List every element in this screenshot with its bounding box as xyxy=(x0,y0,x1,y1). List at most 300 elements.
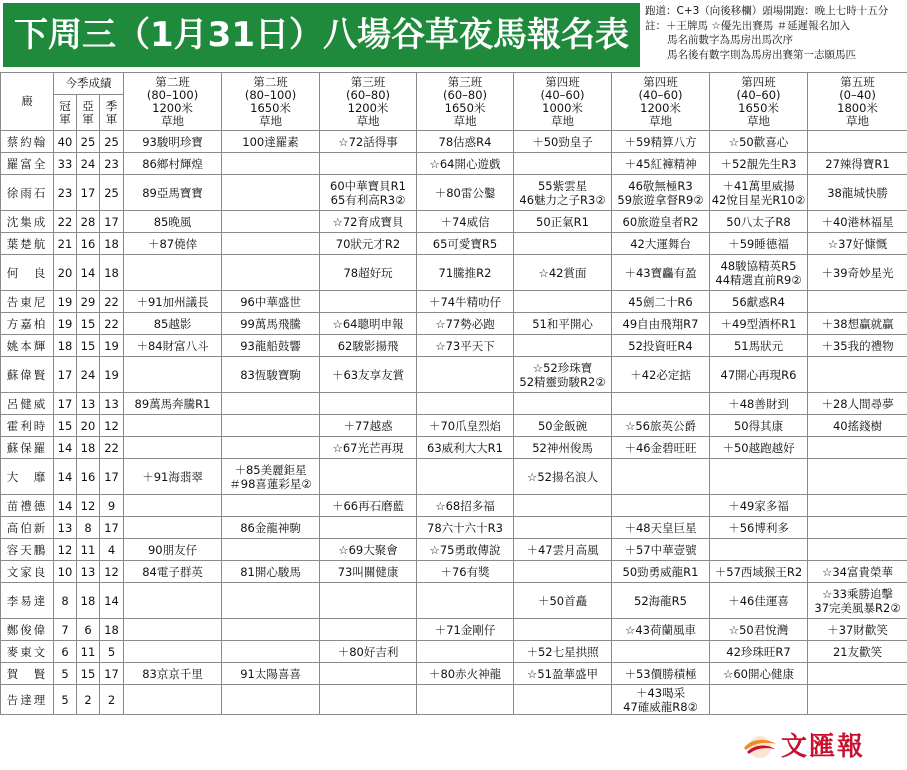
thirds-cell: 12 xyxy=(100,415,124,437)
horse-entry: 83京京千里 xyxy=(142,666,203,681)
horse-entry: ＋52七星拱照 xyxy=(526,644,599,659)
horse-entry: 91太陽喜喜 xyxy=(240,666,301,681)
horse-entry: ☆34富貴榮華 xyxy=(822,564,893,579)
thirds-cell: 12 xyxy=(100,561,124,583)
horse-entry: ＋91海翡翠 xyxy=(142,469,203,484)
horse-entry: ＋48天皇巨星 xyxy=(624,520,697,535)
entry-cell xyxy=(612,393,710,415)
horse-entry: ＋80好吉利 xyxy=(337,644,399,659)
entry-cell xyxy=(514,437,612,459)
race-header-7 xyxy=(710,73,808,131)
horse-entry: ＋46金碧旺旺 xyxy=(624,440,697,455)
entry-cell xyxy=(710,255,808,291)
entry-cell xyxy=(124,175,222,211)
trainer-name: 苗禮德 xyxy=(1,495,54,517)
race-cls: 第四班 xyxy=(643,74,678,89)
wins-cell: 17 xyxy=(54,393,77,415)
table-row xyxy=(1,415,907,437)
horse-entry: ＃98喜蓮彩星② xyxy=(229,476,312,491)
entry-cell xyxy=(514,517,612,539)
entry-cell xyxy=(808,313,907,335)
entry-cell xyxy=(417,539,514,561)
entry-cell xyxy=(808,685,907,715)
entry-cell xyxy=(320,211,417,233)
race-header-4 xyxy=(417,73,514,131)
seconds-cell: 24 xyxy=(77,153,100,175)
wins-cell: 21 xyxy=(54,233,77,255)
horse-entry: ☆33乘勝追擊 xyxy=(822,586,893,601)
race-dist: 1800米 xyxy=(837,100,878,115)
entry-cell xyxy=(710,211,808,233)
entry-cell xyxy=(320,539,417,561)
entry-cell xyxy=(222,663,320,685)
season-col-second: 亞軍 xyxy=(77,95,100,131)
note-order: 馬名前數字為馬房出馬次序 xyxy=(667,34,793,46)
horse-entry: ＋53價勝積極 xyxy=(624,666,697,681)
horse-entry: ☆73平天下 xyxy=(435,338,495,353)
entry-cell xyxy=(808,415,907,437)
entry-cell xyxy=(320,459,417,495)
entry-cell xyxy=(514,175,612,211)
thirds-cell: 25 xyxy=(100,175,124,211)
entry-cell xyxy=(514,619,612,641)
table-row xyxy=(1,583,907,619)
entry-cell xyxy=(808,583,907,619)
entry-cell xyxy=(222,619,320,641)
horse-entry: 51和平開心 xyxy=(532,316,593,331)
race-rating: (60–80) xyxy=(443,87,488,102)
thirds-cell: 2 xyxy=(100,685,124,715)
table-row xyxy=(1,233,907,255)
entry-cell xyxy=(320,619,417,641)
horse-entry: 49自由飛翔R7 xyxy=(622,316,699,331)
entry-cell xyxy=(417,357,514,393)
entry-cell xyxy=(222,211,320,233)
race-header-6 xyxy=(612,73,710,131)
trainer-name: 羅富全 xyxy=(1,153,54,175)
horse-entry: 50得其康 xyxy=(733,418,784,433)
entry-cell xyxy=(808,619,907,641)
entry-cell xyxy=(710,357,808,393)
seconds-cell: 25 xyxy=(77,131,100,153)
seconds-cell: 15 xyxy=(77,335,100,357)
seconds-cell: 20 xyxy=(77,415,100,437)
horse-entry: ＋84財富八斗 xyxy=(136,338,209,353)
seconds-cell: 18 xyxy=(77,583,100,619)
trainer-name: 方嘉柏 xyxy=(1,313,54,335)
entry-cell xyxy=(710,583,808,619)
entry-cell xyxy=(514,641,612,663)
horse-entry: 52神州俊馬 xyxy=(532,440,593,455)
horse-entry: ☆37好慷慨 xyxy=(827,236,888,251)
wins-cell: 14 xyxy=(54,459,77,495)
horse-entry: 63威利大大R1 xyxy=(427,440,503,455)
horse-entry: ＋48善財到 xyxy=(728,396,789,411)
entry-cell xyxy=(222,153,320,175)
horse-entry: 42大運舞台 xyxy=(630,236,691,251)
horse-entry: ＋28人間尋夢 xyxy=(821,396,894,411)
horse-entry: 85晚風 xyxy=(153,214,192,229)
race-rating: (0–40) xyxy=(839,87,876,102)
entry-cell xyxy=(710,153,808,175)
thirds-cell: 4 xyxy=(100,539,124,561)
race-header-8 xyxy=(808,73,907,131)
horse-entry: 86金龍神駒 xyxy=(240,520,301,535)
horse-entry: ＋70爪皇烈焰 xyxy=(428,418,502,433)
seconds-cell: 16 xyxy=(77,459,100,495)
entry-cell xyxy=(612,357,710,393)
entry-cell xyxy=(417,685,514,715)
thirds-cell: 9 xyxy=(100,495,124,517)
horse-entry: 46魅力之子R3② xyxy=(519,192,606,207)
entry-cell xyxy=(417,313,514,335)
entry-cell xyxy=(320,583,417,619)
entry-cell xyxy=(514,685,612,715)
horse-entry: 93龍船鼓響 xyxy=(240,338,301,353)
entry-cell xyxy=(514,539,612,561)
entry-cell xyxy=(124,211,222,233)
seconds-cell: 15 xyxy=(77,313,100,335)
thirds-cell: 14 xyxy=(100,583,124,619)
note-track: 跑道：C+3（向後移欄）頭場開跑：晚上七時十五分 xyxy=(645,5,889,17)
entry-cell xyxy=(612,233,710,255)
race-cls: 第四班 xyxy=(741,74,776,89)
note-legend: 註：＋王牌馬 ☆優先出賽馬 ＃延遲報名加入 xyxy=(645,19,851,32)
table-row xyxy=(1,561,907,583)
entry-cell xyxy=(514,291,612,313)
entry-cell xyxy=(124,131,222,153)
race-surface: 草地 xyxy=(161,113,185,128)
entry-cell xyxy=(124,685,222,715)
horse-entry: 65有利高R3② xyxy=(330,192,406,207)
entry-cell xyxy=(710,131,808,153)
horse-entry: 42悅目星光R10② xyxy=(711,192,806,207)
entry-cell xyxy=(710,233,808,255)
entry-cell xyxy=(710,619,808,641)
race-surface: 草地 xyxy=(453,113,477,128)
thirds-cell: 17 xyxy=(100,459,124,495)
horse-entry: ☆43荷蘭風車 xyxy=(625,622,696,637)
thirds-cell: 17 xyxy=(100,517,124,539)
entry-cell xyxy=(612,175,710,211)
horse-entry: 21友歡笑 xyxy=(832,644,883,659)
entry-cell xyxy=(808,393,907,415)
thirds-cell: 18 xyxy=(100,619,124,641)
race-dist: 1000米 xyxy=(542,100,583,115)
entry-cell xyxy=(612,153,710,175)
entry-cell xyxy=(124,255,222,291)
seconds-cell: 29 xyxy=(77,291,100,313)
race-dist: 1200米 xyxy=(640,100,681,115)
trainer-name: 李易達 xyxy=(1,583,54,619)
horse-entry: 84電子群英 xyxy=(142,564,203,579)
entry-cell xyxy=(320,685,417,715)
trainer-name: 文家良 xyxy=(1,561,54,583)
season-header: 今季成績 xyxy=(54,73,124,95)
seconds-cell: 11 xyxy=(77,641,100,663)
season-col-win: 冠軍 xyxy=(54,95,77,131)
horse-entry: ＋77越惑 xyxy=(343,418,393,433)
entry-cell xyxy=(124,357,222,393)
table-row xyxy=(1,255,907,291)
horse-entry: ＋49家多福 xyxy=(728,498,789,513)
thirds-cell: 22 xyxy=(100,313,124,335)
table-row xyxy=(1,291,907,313)
entry-cell xyxy=(320,437,417,459)
entry-cell xyxy=(417,131,514,153)
horse-entry: 50勁勇威龍R1 xyxy=(622,564,699,579)
entry-cell xyxy=(320,233,417,255)
seconds-cell: 18 xyxy=(77,437,100,459)
horse-entry: ＋35我的禮物 xyxy=(821,338,894,353)
season-col-third: 季軍 xyxy=(100,95,124,131)
trainer-name: 葉楚航 xyxy=(1,233,54,255)
horse-entry: 51馬狀元 xyxy=(733,338,784,353)
thirds-cell: 25 xyxy=(100,131,124,153)
wins-cell: 23 xyxy=(54,175,77,211)
horse-entry: 71騰推R2 xyxy=(438,265,492,280)
horse-entry: ＋59精算八方 xyxy=(624,134,697,149)
race-rating: (40–60) xyxy=(638,87,683,102)
horse-entry: ＋76有獎 xyxy=(440,564,490,579)
entry-cell xyxy=(808,459,907,495)
race-cls: 第五班 xyxy=(840,74,875,89)
seconds-cell: 13 xyxy=(77,393,100,415)
entry-cell xyxy=(222,539,320,561)
entry-cell xyxy=(320,393,417,415)
note-preference: 馬名後有數字則為馬房出賽第一志願馬匹 xyxy=(667,48,856,61)
table-body xyxy=(1,131,907,715)
entry-cell xyxy=(320,255,417,291)
horse-entry: 73叫關健康 xyxy=(337,564,399,579)
trainer-name: 告東尼 xyxy=(1,291,54,313)
race-surface: 草地 xyxy=(259,113,283,128)
entry-cell xyxy=(417,561,514,583)
entry-cell xyxy=(124,291,222,313)
entry-cell xyxy=(808,663,907,685)
race-dist: 1650米 xyxy=(738,100,779,115)
horse-entry: 47開心再現R6 xyxy=(720,367,797,382)
entry-cell xyxy=(612,291,710,313)
horse-entry: ＋91加州議長 xyxy=(136,294,209,309)
seconds-cell: 14 xyxy=(77,255,100,291)
entry-cell xyxy=(710,393,808,415)
horse-entry: ＋87僥倖 xyxy=(147,236,198,251)
wins-cell: 20 xyxy=(54,255,77,291)
horse-entry: 100達羅素 xyxy=(242,134,299,149)
entry-cell xyxy=(612,495,710,517)
entry-cell xyxy=(710,459,808,495)
entry-cell xyxy=(320,561,417,583)
entry-cell xyxy=(808,153,907,175)
entry-cell xyxy=(808,641,907,663)
race-surface: 草地 xyxy=(649,113,673,128)
entry-cell xyxy=(514,415,612,437)
horse-entry: 62駿影揚飛 xyxy=(337,338,399,353)
horse-entry: ＋40港林福星 xyxy=(821,214,894,229)
horse-entry: ＋57西域猴王R2 xyxy=(714,564,803,579)
entry-cell xyxy=(417,517,514,539)
horse-entry: ＋43寶麤有盈 xyxy=(624,265,697,280)
trainer-name: 賀 賢 xyxy=(1,663,54,685)
entry-cell xyxy=(320,131,417,153)
entry-cell xyxy=(320,357,417,393)
horse-entry: ☆77勢必跑 xyxy=(435,316,495,331)
wins-cell: 40 xyxy=(54,131,77,153)
horse-entry: ＋56博利多 xyxy=(728,520,789,535)
horse-entry: 52投資旺R4 xyxy=(628,338,693,353)
race-cls: 第三班 xyxy=(447,74,483,89)
entry-cell xyxy=(514,561,612,583)
thirds-cell: 22 xyxy=(100,291,124,313)
race-dist: 1650米 xyxy=(444,100,486,115)
entry-cell xyxy=(320,335,417,357)
entry-cell xyxy=(612,313,710,335)
thirds-cell: 13 xyxy=(100,393,124,415)
race-cls: 第二班 xyxy=(253,74,288,89)
horse-entry: ＋63友享友賞 xyxy=(331,367,405,382)
horse-entry: ＋41萬里威揚 xyxy=(722,178,795,193)
entry-cell xyxy=(417,233,514,255)
entry-cell xyxy=(612,211,710,233)
entry-cell xyxy=(710,641,808,663)
horse-entry: ＋71金剛仔 xyxy=(434,622,496,637)
horse-entry: ＋66再石磨藍 xyxy=(331,498,405,513)
entry-cell xyxy=(808,175,907,211)
horse-entry: 44精選直前R9② xyxy=(715,272,802,287)
horse-entry: ＋42必定掂 xyxy=(630,367,691,382)
horse-entry: ＋85美麗鉅星 xyxy=(234,462,307,477)
horse-entry: 52海龍R5 xyxy=(634,593,687,608)
entry-cell xyxy=(612,685,710,715)
entry-cell xyxy=(222,583,320,619)
entry-cell xyxy=(514,211,612,233)
horse-entry: 46敬無極R3 xyxy=(628,178,693,193)
entry-cell xyxy=(808,335,907,357)
horse-entry: 70狀元才R2 xyxy=(335,236,401,251)
entry-cell xyxy=(417,641,514,663)
entry-cell xyxy=(710,561,808,583)
entry-cell xyxy=(124,335,222,357)
entry-cell xyxy=(124,233,222,255)
wins-cell: 33 xyxy=(54,153,77,175)
entry-cell xyxy=(612,663,710,685)
entry-cell xyxy=(417,619,514,641)
trainer-name: 大 靡 xyxy=(1,459,54,495)
horse-entry: ☆51盈華盛甲 xyxy=(527,666,598,681)
entries-table xyxy=(0,72,907,715)
thirds-cell: 19 xyxy=(100,335,124,357)
horse-entry: 50八太子R8 xyxy=(726,214,791,229)
horse-entry: 60旅遊皇者R2 xyxy=(622,214,699,229)
newspaper-logo-mark-icon xyxy=(741,732,779,762)
trainer-name: 沈集成 xyxy=(1,211,54,233)
horse-entry: 65可愛寶R5 xyxy=(432,236,498,251)
entry-cell xyxy=(222,517,320,539)
horse-entry: ＋37財歡笑 xyxy=(827,622,888,637)
entry-cell xyxy=(612,415,710,437)
horse-entry: ＋49型酒杯R1 xyxy=(720,316,797,331)
entry-cell xyxy=(808,255,907,291)
thirds-cell: 5 xyxy=(100,641,124,663)
entry-cell xyxy=(124,561,222,583)
horse-entry: ＋46佳運喜 xyxy=(728,593,789,608)
entry-cell xyxy=(124,517,222,539)
horse-entry: 96中華盛世 xyxy=(240,294,301,309)
table-row xyxy=(1,153,907,175)
horse-entry: ＋57中華壹號 xyxy=(624,542,697,557)
entry-cell xyxy=(612,335,710,357)
trainer-name: 鄭俊偉 xyxy=(1,619,54,641)
horse-entry: 89亞馬寶寶 xyxy=(142,185,203,200)
trainer-name: 霍利時 xyxy=(1,415,54,437)
entry-cell xyxy=(514,663,612,685)
entry-cell xyxy=(808,437,907,459)
entry-cell xyxy=(417,291,514,313)
entry-cell xyxy=(222,641,320,663)
race-surface: 草地 xyxy=(747,113,771,128)
entry-cell xyxy=(417,415,514,437)
table-row xyxy=(1,663,907,685)
thirds-cell: 18 xyxy=(100,255,124,291)
seconds-cell: 11 xyxy=(77,539,100,561)
entry-cell xyxy=(808,539,907,561)
race-rating: (80–100) xyxy=(146,87,199,102)
seconds-cell: 8 xyxy=(77,517,100,539)
table-row xyxy=(1,357,907,393)
notes xyxy=(645,4,905,62)
entry-cell xyxy=(612,619,710,641)
race-rating: (40–60) xyxy=(540,87,585,102)
entry-cell xyxy=(417,153,514,175)
entry-cell xyxy=(417,211,514,233)
horse-entry: 48駿協精英R5 xyxy=(720,258,797,273)
table-row xyxy=(1,211,907,233)
entry-cell xyxy=(417,459,514,495)
entry-cell xyxy=(124,393,222,415)
race-dist: 1200米 xyxy=(347,100,389,115)
entry-cell xyxy=(222,291,320,313)
horse-entry: ＋59睡德福 xyxy=(728,236,789,251)
entry-cell xyxy=(710,415,808,437)
entry-cell xyxy=(808,357,907,393)
entry-cell xyxy=(710,517,808,539)
horse-entry: ＋74威信 xyxy=(440,214,490,229)
horse-entry: ☆50歡喜心 xyxy=(728,134,789,149)
trainer-header: 廄 xyxy=(1,73,54,131)
entry-cell xyxy=(124,539,222,561)
wins-cell: 19 xyxy=(54,291,77,313)
horse-entry: ☆52揚名浪人 xyxy=(527,469,598,484)
horse-entry: ＋50越跑越好 xyxy=(722,440,795,455)
horse-entry: 78六十六十R3 xyxy=(427,520,503,535)
entry-cell xyxy=(514,335,612,357)
horse-entry: ☆75勇敢傳說 xyxy=(429,542,501,557)
entry-cell xyxy=(320,517,417,539)
trainer-name: 何 良 xyxy=(1,255,54,291)
race-surface: 草地 xyxy=(551,113,575,128)
race-dist: 1650米 xyxy=(250,100,291,115)
horse-entry: 78超好玩 xyxy=(343,265,393,280)
entry-cell xyxy=(124,641,222,663)
horse-entry: 40搖錢樹 xyxy=(832,418,883,433)
horse-entry: ＋74牛精叻仔 xyxy=(428,294,502,309)
entry-cell xyxy=(710,539,808,561)
wins-cell: 22 xyxy=(54,211,77,233)
horse-entry: ☆72話得事 xyxy=(338,134,398,149)
race-rating: (40–60) xyxy=(736,87,781,102)
entry-cell xyxy=(710,495,808,517)
